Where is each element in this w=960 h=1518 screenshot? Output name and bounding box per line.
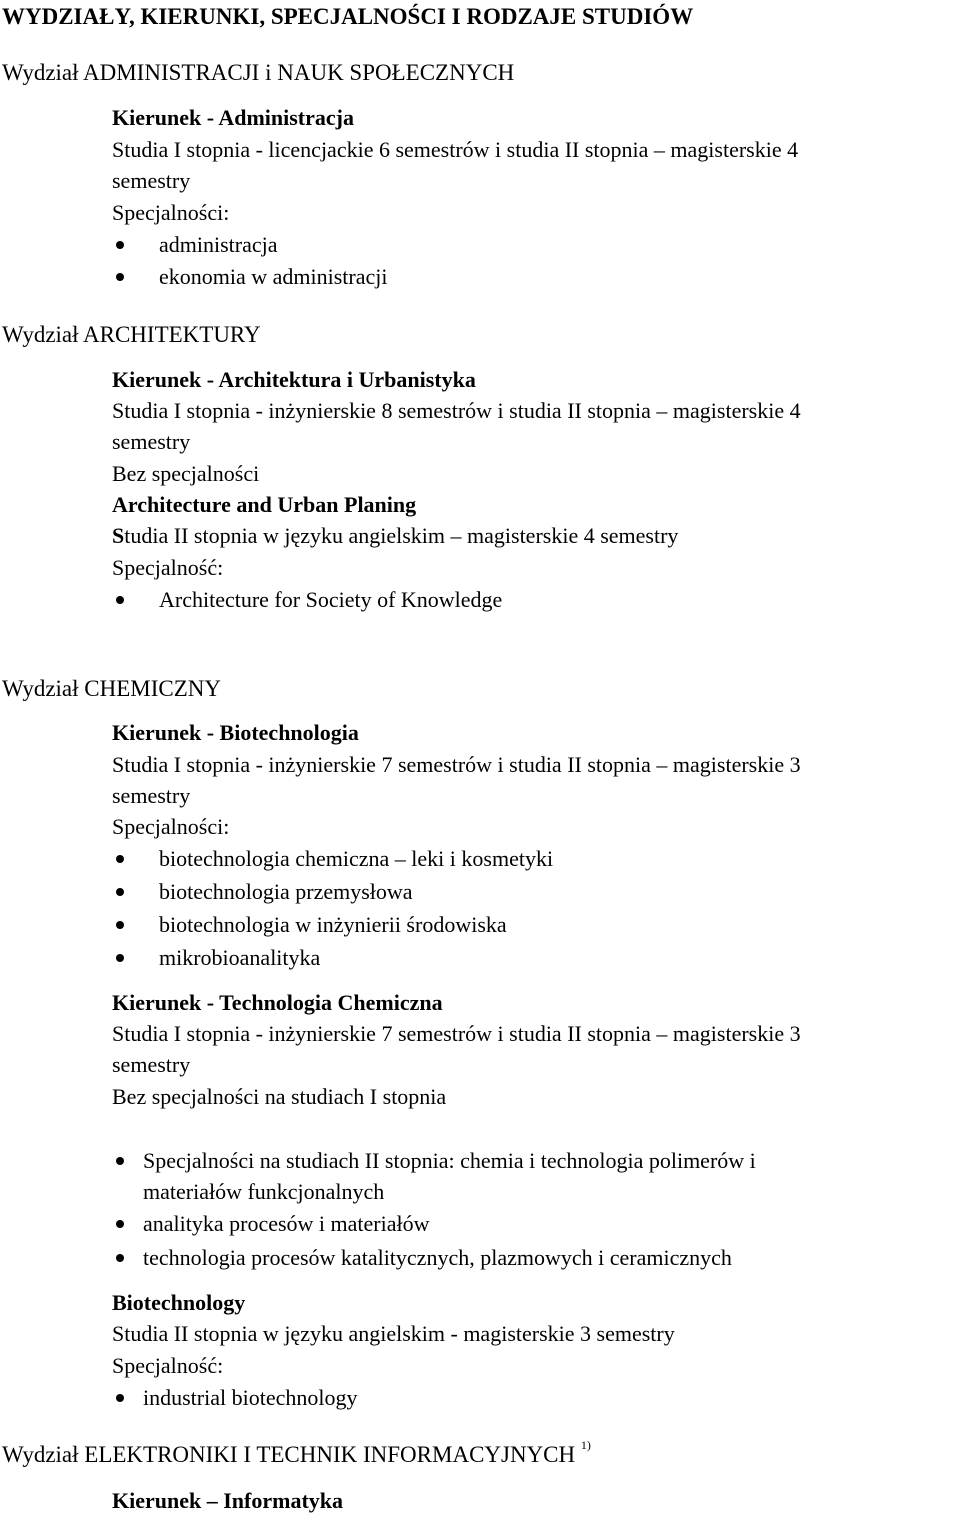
program-line: Bez specjalności [112,461,260,486]
program-line: Studia I stopnia - inżynierskie 7 semestrów i studia II stopnia – magisterskie 3 [112,752,801,777]
bullet-icon [116,273,124,281]
program-line: semestry [112,783,191,808]
bullet-icon [116,954,124,962]
list-item-continuation: materiałów funkcjonalnych [143,1179,385,1204]
bullet-icon [116,888,124,896]
bullet-icon [116,921,124,929]
list-item: industrial biotechnology [143,1385,358,1410]
program-line: Specjalność: [112,1353,224,1378]
program-heading: Kierunek - Biotechnologia [112,720,359,745]
bullet-icon [116,1254,124,1262]
program-heading: Kierunek - Technologia Chemiczna [112,990,443,1015]
program-line: Specjalności: [112,814,230,839]
faculty-heading [2,1439,591,1471]
program-line-rest: tudia II stopnia w języku angielskim – magisterskie 4 semestry [124,523,679,548]
list-item: technologia procesów katalitycznych, plazmowych i ceramicznych [143,1245,732,1270]
program-line: Specjalności: [112,200,230,225]
bold-initial: S [112,523,125,548]
list-item: Specjalności na studiach II stopnia: chemia i technologia polimerów i [143,1148,756,1173]
list-item: Architecture for Society of Knowledge [159,587,503,612]
list-item: mikrobioanalityka [159,945,321,970]
bullet-icon [116,1394,124,1402]
list-item: biotechnologia chemiczna – leki i kosmetyki [159,846,554,871]
program-line: Studia I stopnia - inżynierskie 7 semestrów i studia II stopnia – magisterskie 3 [112,1021,801,1046]
faculty-heading: Wydział CHEMICZNY [2,676,221,701]
program-heading: Biotechnology [112,1290,246,1315]
list-item: administracja [159,232,278,257]
document-title: WYDZIAŁY, KIERUNKI, SPECJALNOŚCI I RODZAJE STUDIÓW [2,4,694,29]
program-line: Studia I stopnia - inżynierskie 8 semestrów i studia II stopnia – magisterskie 4 [112,398,801,423]
list-item: ekonomia w administracji [159,264,388,289]
list-item: biotechnologia przemysłowa [159,879,413,904]
bullet-icon [116,855,124,863]
bullet-icon [116,241,124,249]
bullet-icon [116,1157,124,1165]
program-line: Studia I stopnia - licencjackie 6 semestrów i studia II stopnia – magisterskie 4 [112,137,799,162]
program-line [112,520,678,552]
program-heading: Kierunek - Architektura i Urbanistyka [112,367,476,392]
program-heading: Kierunek – Informatyka [112,1488,343,1513]
bullet-icon [116,596,124,604]
program-line: semestry [112,429,191,454]
program-line: Bez specjalności na studiach I stopnia [112,1084,447,1109]
program-line: semestry [112,1052,191,1077]
list-item: analityka procesów i materiałów [143,1211,430,1236]
bullet-icon [116,1220,124,1228]
faculty-heading: Wydział ADMINISTRACJI i NAUK SPOŁECZNYCH [2,60,515,85]
program-heading: Kierunek - Administracja [112,105,354,130]
footnote-marker: 1) [580,1438,591,1453]
faculty-heading: Wydział ARCHITEKTURY [2,322,261,347]
program-line: semestry [112,168,191,193]
program-line: Studia II stopnia w języku angielskim - magisterskie 3 semestry [112,1321,675,1346]
list-item: biotechnologia w inżynierii środowiska [159,912,507,937]
faculty-name: Wydział ELEKTRONIKI I TECHNIK INFORMACYJNYCH [2,1442,576,1467]
program-heading: Architecture and Urban Planing [112,492,417,517]
program-line: Specjalność: [112,555,224,580]
